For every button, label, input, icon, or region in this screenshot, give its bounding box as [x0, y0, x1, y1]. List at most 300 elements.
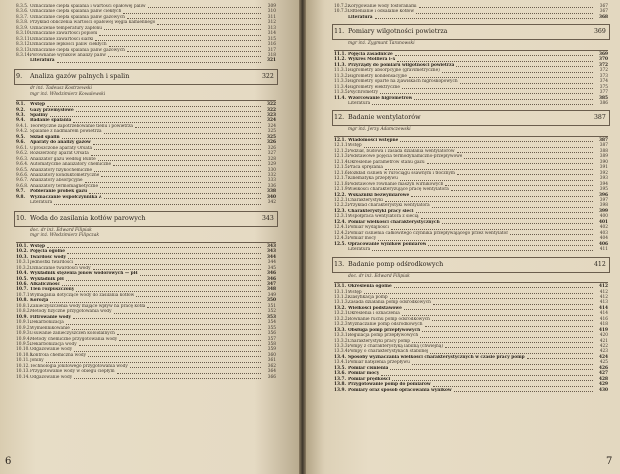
entry-page: 347 — [267, 282, 276, 288]
dot-leader — [91, 155, 261, 156]
entry-title: Określenia ogólne — [348, 284, 392, 290]
chapter-heading — [334, 28, 448, 35]
entry-title: Dekarbonizacja wody — [30, 341, 77, 347]
section-rule — [16, 100, 276, 101]
dot-leader — [464, 158, 593, 159]
entry-number: 8.3.12. — [16, 42, 32, 48]
entry-page: 368 — [599, 14, 608, 20]
entry-page: 391 — [599, 165, 608, 171]
entry-title: Gazy przemysłowe — [30, 107, 74, 113]
entry-title: Wielkości charakteryzujące pracę wentylatora — [348, 187, 449, 193]
entry-title: Kinematyka przepływu — [348, 176, 398, 182]
entry-title: Literatura — [30, 58, 55, 64]
entry-page: 427 — [599, 371, 608, 377]
entry-title: Uproszczone aparaty Orsata — [30, 145, 93, 151]
entry-page: 418 — [599, 322, 608, 328]
entry-title: Oznaczanie zawartości popiołu — [30, 31, 98, 37]
dot-leader — [54, 204, 261, 205]
dot-leader — [378, 240, 593, 241]
entry-page: 325 — [267, 129, 276, 135]
entry-number: 9.6.2. — [16, 151, 29, 157]
dot-leader — [425, 326, 593, 327]
chapter-page: 343 — [262, 214, 274, 222]
entry-number: 10.7.3. — [334, 9, 350, 15]
entry-page: 325 — [267, 134, 276, 140]
entry-title: Oznaczanie zawartości siarki — [30, 36, 94, 42]
entry-page: 390 — [599, 159, 608, 165]
entry-number: 11.3.4. — [334, 84, 350, 90]
entry-number: 13.3.2. — [334, 338, 350, 344]
dot-leader — [148, 7, 261, 8]
entry-page: 386 — [599, 100, 608, 106]
entry-title: Przykład obliczenia wartości opałowej węgla kamiennego — [30, 20, 156, 26]
entry-number: 10.9.5. — [16, 341, 32, 347]
entry-number: 9.3. — [16, 113, 25, 119]
entry-title: Literatura — [348, 14, 373, 20]
entry-number: 12.3.1. — [334, 214, 350, 220]
entry-number: 12.4.1. — [334, 225, 350, 231]
entry-page: 340 — [267, 194, 276, 200]
dot-leader — [50, 116, 261, 117]
entry-number: 8.3.5. — [16, 3, 29, 9]
chapter-page: 369 — [594, 28, 606, 36]
entry-title: Określenia i oznaczenia — [348, 311, 400, 317]
dot-leader — [85, 182, 261, 183]
entry-page: 370 — [599, 57, 608, 63]
dot-leader — [135, 127, 261, 128]
entry-title: Filtrowanie wody — [30, 314, 71, 320]
entry-title: Podział, budowa i zasada działania wentylatorów — [348, 148, 455, 154]
chapter-page: 387 — [594, 114, 606, 122]
chapter-title: Pomiary wilgotności powietrza — [348, 27, 448, 36]
dot-leader — [445, 347, 593, 348]
entry-number: 12.1.9. — [334, 187, 350, 193]
dot-leader — [47, 106, 261, 107]
entry-page: 406 — [599, 241, 608, 247]
entry-title: Wielkości podstawowe — [348, 305, 402, 311]
left-page — [0, 0, 299, 474]
dot-leader — [432, 320, 593, 321]
dot-leader — [57, 62, 261, 63]
entry-title: Usuwanie zanieczyszczeń koloidalnych — [30, 331, 115, 337]
entry-page: 372 — [599, 62, 608, 68]
entry-number: 13.1. — [334, 284, 346, 290]
entry-number: 9.6.7. — [16, 178, 29, 184]
toc-entry — [16, 200, 276, 205]
dot-leader — [402, 88, 593, 89]
entry-page: 387 — [599, 143, 608, 149]
chapter-number: 10. — [16, 213, 27, 222]
dot-leader — [400, 180, 593, 181]
entry-title: Pojęcia zasadnicze — [348, 51, 393, 57]
entry-title: Spaliny — [30, 113, 48, 119]
entry-page: 360 — [267, 352, 276, 358]
entry-page: 412 — [599, 294, 608, 300]
entry-number: 9.8. — [16, 194, 25, 200]
entry-title: Jednostki twardości — [30, 260, 73, 266]
entry-number: 9.5. — [16, 134, 25, 140]
entry-page: 324 — [267, 118, 276, 124]
entry-page: 330 — [267, 167, 276, 173]
dot-leader — [442, 223, 593, 224]
entry-page: 326 — [267, 145, 276, 151]
dot-leader — [114, 313, 261, 314]
dot-leader — [130, 367, 261, 368]
entry-number: 12.2.1. — [334, 197, 350, 203]
entry-page: 343 — [267, 243, 276, 249]
dot-leader — [402, 315, 593, 316]
dot-leader — [117, 334, 261, 335]
entry-number: 9.6.1. — [16, 145, 29, 151]
dot-leader — [411, 196, 593, 197]
entry-number: 13.3. — [334, 327, 346, 333]
dot-leader — [372, 104, 593, 105]
dot-leader — [67, 253, 261, 254]
dot-leader — [89, 193, 261, 194]
entry-title: Charakterystyki pracy pomp — [348, 338, 411, 344]
dot-leader — [99, 35, 261, 36]
chapter-number: 11. — [334, 27, 345, 36]
entry-number: 11.3.3. — [334, 79, 350, 85]
entry-page: 317 — [267, 47, 276, 53]
entry-page: 310 — [267, 9, 276, 15]
entry-page: 373 — [599, 73, 608, 79]
entry-number: 12.1.6. — [334, 170, 350, 176]
entry-page: 398 — [599, 203, 608, 209]
entry-page: 385 — [599, 95, 608, 101]
entry-page: 414 — [599, 305, 608, 311]
entry-number: 9.6.3. — [16, 156, 29, 162]
entry-page: 420 — [599, 333, 608, 339]
dot-leader — [394, 287, 593, 288]
entry-title: Technologia jonitowego przygotowania wody — [30, 363, 128, 369]
entry-number: 10.11. — [16, 358, 30, 364]
entry-page: 401 — [599, 219, 608, 225]
dot-leader — [108, 56, 261, 57]
entry-number: 9.4.1. — [16, 123, 29, 129]
entry-number: 10.3.1. — [16, 260, 32, 266]
entry-title: Przyrządy do pomiaru wilgotności powietrza — [348, 62, 455, 68]
entry-number: 10.3.2. — [16, 265, 32, 271]
chapter-title: Woda do zasilania kotłów parowych — [30, 213, 146, 222]
dot-leader — [460, 83, 593, 84]
entry-page: 312 — [267, 20, 276, 26]
entry-page: 318 — [267, 53, 276, 59]
entry-page: 343 — [267, 249, 276, 255]
entry-number: 10.8.2. — [16, 309, 32, 315]
entry-title: Wykładnik stężenia jonów wodorowych — pH — [30, 271, 138, 277]
entry-number: 12.4. — [334, 219, 346, 225]
entry-title: Charakterystyki pracy sieci — [348, 208, 414, 214]
dot-leader — [88, 356, 261, 357]
dot-leader — [93, 144, 261, 145]
dot-leader — [456, 66, 593, 67]
entry-title: Oznaczanie ciepła spalania paliw gazowych — [30, 14, 125, 20]
entry-page: 364 — [267, 369, 276, 375]
entry-number: 8.3.6. — [16, 9, 29, 15]
entry-title: Opracowanie wyników pomiarów — [348, 241, 427, 247]
entry-page: 397 — [599, 197, 608, 203]
entry-page: 344 — [267, 260, 276, 266]
dot-leader — [140, 275, 261, 276]
entry-page: 323 — [267, 113, 276, 119]
entry-number: 9.4.2. — [16, 129, 29, 135]
entry-page: 395 — [599, 187, 608, 193]
entry-number: 10.9.2. — [16, 325, 32, 331]
dot-leader — [416, 13, 593, 14]
entry-page: 322 — [267, 107, 276, 113]
dot-leader — [419, 7, 593, 8]
dot-leader — [412, 342, 593, 343]
dot-leader — [364, 147, 593, 148]
entry-page: 313 — [267, 25, 276, 31]
dot-leader — [50, 302, 261, 303]
dot-leader — [104, 29, 261, 30]
chapter-author: mgr inż. Włodzimierz Kowalewski — [30, 91, 106, 97]
entry-title: Korygowanie wody fosforanami — [348, 3, 417, 9]
entry-title: Higrometry absorpcyjne (gravimetryczne) — [348, 68, 440, 74]
entry-title: Pomiar ciśnienia całkowitego czynnika przepływającego przez wentylator — [348, 230, 509, 236]
entry-page: 424 — [599, 354, 608, 360]
entry-number: 10.8. — [16, 298, 28, 304]
chapter-author: dr inż. Tadeusz Kostrzewski — [30, 85, 92, 91]
dot-leader — [101, 176, 261, 177]
dot-leader — [75, 264, 261, 265]
entry-page: 389 — [599, 154, 608, 160]
entry-title: Metody fizyczne przygotowania wody — [30, 309, 112, 315]
entry-page: 326 — [267, 140, 276, 146]
dot-leader — [433, 386, 593, 387]
entry-title: Alkaliczność — [30, 282, 61, 288]
entry-title: Oznaczenie temperatury zapłonu — [30, 25, 103, 31]
entry-number: 12.5. — [334, 241, 346, 247]
entry-number: 13.2.2. — [334, 316, 350, 322]
entry-title: Odgazowanie wody — [30, 347, 73, 353]
dot-leader — [391, 229, 593, 230]
entry-title: Joniny — [30, 358, 44, 364]
dot-leader — [73, 318, 261, 319]
entry-number: 12.1.7. — [334, 176, 350, 182]
entry-title: Oznaczanie ciepła spalania paliw ciekłych — [30, 9, 122, 15]
entry-page: 404 — [599, 236, 608, 242]
entry-number: 10.7.1. — [16, 292, 32, 298]
entry-title: Pomiar wydajności — [348, 225, 389, 231]
entry-title: Określenie parametrów stanu gazu — [348, 159, 425, 165]
chapter-page: 322 — [262, 72, 274, 80]
entry-number: 10.7.2. — [334, 3, 350, 9]
entry-number: 11.4. — [334, 95, 346, 101]
entry-title: Wstęp — [30, 243, 45, 249]
chapter-heading — [16, 73, 129, 80]
entry-page: 392 — [599, 170, 608, 176]
entry-page: 327 — [267, 151, 276, 157]
dot-leader — [430, 353, 593, 354]
entry-page: 356 — [267, 331, 276, 337]
entry-page: 345 — [267, 265, 276, 271]
entry-page: 387 — [599, 138, 608, 144]
entry-title: Współpraca wentylatora z siecią — [348, 214, 419, 220]
entry-title: Pomiar mocy — [348, 371, 380, 377]
dot-leader — [422, 331, 593, 332]
entry-number: 13.8. — [334, 382, 346, 388]
entry-title: Psychrometry — [348, 90, 379, 96]
entry-number: 9.4. — [16, 118, 25, 124]
entry-title: Analizatory termomagnetyczne — [30, 183, 98, 189]
dot-leader — [510, 234, 593, 235]
entry-number: 10.6. — [16, 282, 28, 288]
entry-number: 10.14. — [16, 374, 30, 380]
entry-title: Pobieranie próbek gazu — [30, 189, 88, 195]
dot-leader — [397, 61, 593, 62]
dot-leader — [381, 375, 593, 376]
dot-leader — [73, 122, 261, 123]
dot-leader — [66, 280, 261, 281]
toc-entry — [16, 59, 276, 64]
dot-leader — [395, 55, 593, 56]
chapter-author: mgr inż. Jerzy Adamczewski — [348, 127, 411, 133]
dot-leader — [76, 111, 261, 112]
entry-page: 369 — [599, 51, 608, 57]
entry-title: Pomiar ciśnienia — [348, 365, 389, 371]
entry-number: 12.2. — [334, 192, 346, 198]
entry-title: Analizator gazu według Bunte — [30, 156, 96, 162]
entry-title: Porównanie wyników analizy paliw — [30, 53, 106, 59]
entry-title: Charakterystyki — [348, 197, 383, 203]
entry-page: 314 — [267, 31, 276, 37]
dot-leader — [390, 369, 593, 370]
dot-leader — [113, 165, 261, 166]
entry-title: Wyznaczanie współczynnika λ — [30, 194, 102, 200]
entry-number: 13.3.1. — [334, 333, 350, 339]
entry-page: 328 — [267, 156, 276, 162]
entry-page: 425 — [599, 360, 608, 366]
entry-page: 324 — [267, 123, 276, 129]
dot-leader — [442, 72, 593, 73]
entry-page: 332 — [267, 172, 276, 178]
entry-number: 10.9.1. — [16, 320, 32, 326]
toc-entry — [334, 247, 608, 252]
entry-title: Pomiary oraz sposób opracowania wyników — [348, 387, 452, 393]
entry-number: 10.13. — [16, 369, 30, 375]
dot-leader — [72, 329, 261, 330]
entry-number: 10.10. — [16, 347, 30, 353]
entry-number: 11.3.5. — [334, 90, 350, 96]
entry-title: Kontrola chemiczna wody — [30, 352, 87, 358]
entry-title: Wymiennikowanie — [30, 325, 70, 331]
entry-page: 315 — [267, 36, 276, 42]
entry-page: 349 — [267, 292, 276, 298]
section-rule — [334, 282, 608, 283]
entry-number: 10.8.1. — [16, 303, 32, 309]
dot-leader — [127, 18, 261, 19]
entry-title: Oznaczanie lepkości paliw ciekłych — [30, 42, 107, 48]
entry-number: 8.3.7. — [16, 14, 29, 20]
entry-page: 355 — [267, 325, 276, 331]
entry-number: 13.3.4. — [334, 349, 350, 355]
entry-title: Sposoby wyznaczania wielkości charakterystycznych w czasie pracy pomp — [348, 354, 525, 360]
toc-entry — [334, 388, 608, 393]
entry-number: 10.4. — [16, 271, 28, 277]
entry-title: Regulacja pomp przepływowych — [348, 333, 419, 339]
dot-leader — [409, 77, 593, 78]
entry-number: 8.3.9. — [16, 25, 29, 31]
entry-title: Wstęp — [348, 289, 362, 295]
entry-number: 10.9.4. — [16, 336, 32, 342]
entry-title: Higrometry kondensacyjne — [348, 73, 407, 79]
dot-leader — [98, 160, 261, 161]
entry-title: Oznaczanie twardości wody — [30, 265, 91, 271]
dot-leader — [136, 296, 261, 297]
entry-title: Rozkład ciśnień w rurociągu ssawnym i tłocznym — [348, 170, 455, 176]
dot-leader — [420, 337, 593, 338]
dot-leader — [416, 212, 593, 213]
dot-leader — [74, 378, 261, 379]
entry-title: Wzorcowanie higrometrów — [348, 95, 413, 101]
entry-page: 353 — [267, 314, 276, 320]
entry-title: Higrometry oparte na zjawiskach higroskopowych — [348, 79, 458, 85]
entry-number: 10.9. — [16, 314, 28, 320]
dot-leader — [127, 51, 261, 52]
entry-title: Analizatory konduktometryczne — [30, 172, 100, 178]
entry-page: 367 — [599, 3, 608, 9]
entry-page: 351 — [267, 303, 276, 309]
entry-page: 411 — [599, 247, 608, 253]
page-number: 6 — [5, 456, 12, 467]
entry-number: 10.5. — [16, 276, 28, 282]
entry-page: 311 — [267, 14, 276, 20]
entry-page: 375 — [599, 84, 608, 90]
entry-number: 10.2. — [16, 249, 28, 255]
entry-number: 9.7. — [16, 189, 25, 195]
entry-page: 366 — [267, 374, 276, 380]
entry-title: Przygotowanie pomp do pomiarów — [348, 382, 431, 388]
entry-title: Badanie spalania — [30, 118, 72, 124]
entry-page: 357 — [267, 336, 276, 342]
entry-page: 416 — [599, 316, 608, 322]
dot-leader — [157, 24, 261, 25]
entry-title: Rozszerzony aparat Orsata — [30, 151, 89, 157]
dot-leader — [104, 133, 261, 134]
dot-leader — [79, 345, 261, 346]
entry-number: 12.4.2. — [334, 230, 350, 236]
chapter-author: doc. dr inż. Edward Filipiak — [30, 227, 92, 233]
toc-entry — [334, 15, 608, 20]
entry-page: 421 — [599, 338, 608, 344]
entry-page: 352 — [267, 309, 276, 315]
entry-number: 9.6.8. — [16, 183, 29, 189]
entry-page: 346 — [267, 271, 276, 277]
entry-page: 396 — [599, 192, 608, 198]
dot-leader — [74, 351, 261, 352]
chapter-number: 12. — [334, 113, 345, 122]
entry-number: 13.5. — [334, 365, 346, 371]
entry-title: Wiadomości wstępne — [348, 138, 399, 144]
entry-title: Klasyfikacja pomp — [348, 294, 388, 300]
entry-page: 402 — [599, 225, 608, 231]
entry-title: Tlen rozpuszczony — [30, 287, 75, 293]
entry-title: Wstęp — [348, 143, 362, 149]
dot-leader — [421, 218, 593, 219]
dot-leader — [457, 174, 593, 175]
entry-number: 8.3.13. — [16, 47, 32, 53]
entry-title: Analizatory fizykochemiczne — [30, 167, 93, 173]
entry-page: 346 — [267, 276, 276, 282]
entry-number: 12.3. — [334, 208, 346, 214]
dot-leader — [445, 185, 593, 186]
dot-leader — [66, 324, 261, 325]
section-rule — [334, 50, 608, 51]
entry-number: 12.1.5. — [334, 165, 350, 171]
